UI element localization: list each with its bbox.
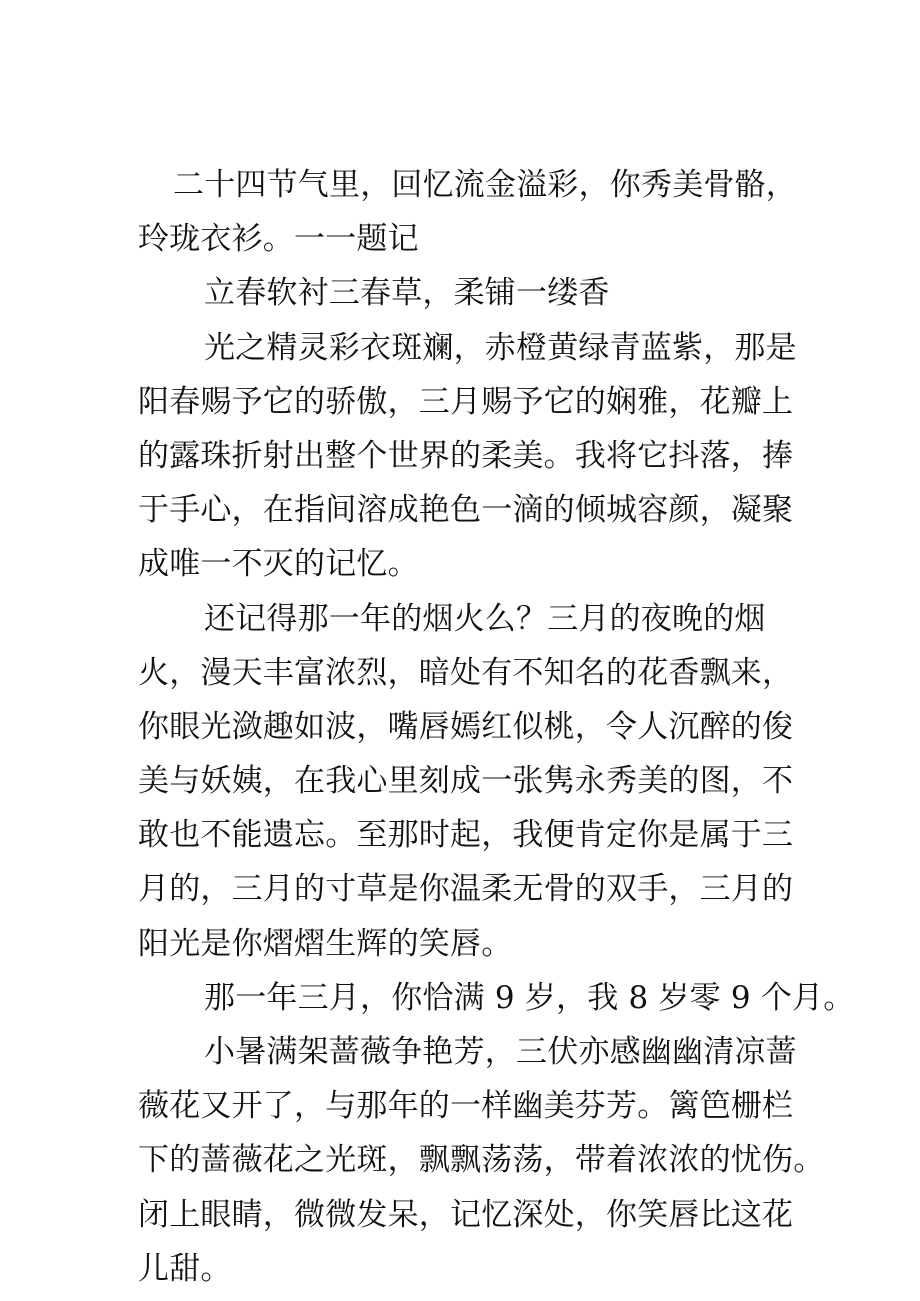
text-line: 闭上眼睛，微微发呆，记忆深处，你笑唇比这花 xyxy=(138,1196,794,1233)
text-line: 你眼光潋趣如波，嘴唇嫣红似桃，令人沉醉的俊 xyxy=(138,708,794,745)
text-line: 成唯一不灭的记忆。 xyxy=(138,546,419,583)
text-line: 敢也不能遗忘。至那时起，我便肯定你是属于三 xyxy=(138,817,794,854)
text-line: 那一年三月，你恰满 9 岁，我 8 岁零 9 个月。 xyxy=(204,979,855,1016)
text-line: 阳春赐予它的骄傲，三月赐予它的娴雅，花瓣上 xyxy=(138,383,794,420)
text-line: 美与妖姨，在我心里刻成一张隽永秀美的图，不 xyxy=(138,763,794,800)
text-line: 还记得那一年的烟火么？三月的夜晚的烟 xyxy=(204,600,766,637)
text-line: 二十四节气里，回忆流金溢彩，你秀美骨骼， xyxy=(173,167,797,203)
text-line: 玲珑衣衫。一一题记 xyxy=(138,221,419,258)
text-line: 小暑满架蔷薇争艳芳，三伏亦感幽幽清凉蔷 xyxy=(204,1034,797,1070)
text-line: 月的，三月的寸草是你温柔无骨的双手，三月的 xyxy=(138,871,794,908)
text-line: 立春软衬三春草，柔铺一缕香 xyxy=(204,275,610,312)
document-body xyxy=(138,158,855,1296)
text-line: 的露珠折射出整个世界的柔美。我将它抖落，捧 xyxy=(138,437,794,474)
text-line: 儿甜。 xyxy=(138,1250,232,1287)
text-line: 下的蔷薇花之光斑，飘飘荡荡，带着浓浓的忧伤。 xyxy=(138,1142,825,1179)
text-line: 火，漫天丰富浓烈，暗处有不知名的花香飘来， xyxy=(138,654,794,691)
text-line: 薇花又开了，与那年的一样幽美芬芳。篱笆栅栏 xyxy=(138,1088,794,1125)
text-line: 于手心，在指间溶成艳色一滴的倾城容颜，凝聚 xyxy=(138,492,794,529)
text-line: 阳光是你熠熠生辉的笑唇。 xyxy=(138,925,513,962)
text-line: 光之精灵彩衣斑斓，赤橙黄绿青蓝紫，那是 xyxy=(204,329,797,366)
